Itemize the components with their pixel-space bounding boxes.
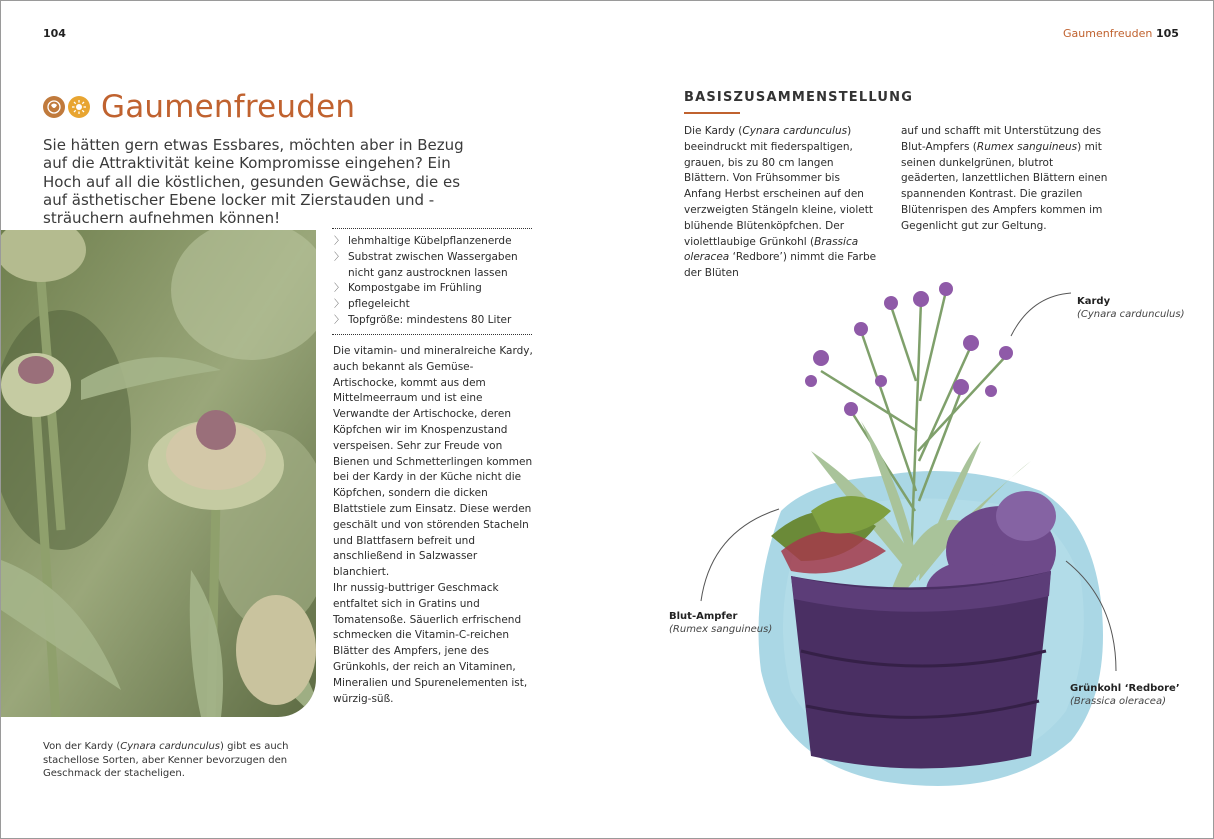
body-text-middle: Die vitamin- und mineralreiche Kardy, auch bekannt als Gemüse-Artischocke, kommt aus dem Mittelmeerraum und ist eine Verwandte der Artischocke, deren Köpfchen wir im Knospenzustand verspeisen. Sehr zur Freude von Bienen und Schmetterlingen kommen bei der Kardy in der Küche nicht die Köpfchen, sondern die dicken Blattstiele zum Einsatz. Diese werden geschält und von störenden Stacheln und Blattfasern befreit und anschließend in Salzwasser blanchiert. Ihr nussig-buttriger Geschmack entfaltet sich in Gratins und Tomatensoße. Säuerlich erfrischend schmecken die Vitamin-C-reichen Blätter des Ampfers, jene des Grünkohls, der reich an Vitaminen, Mineralien und Spurenelementen ist, würzig-süß. — [333, 345, 533, 705]
chevron-right-icon: 〉 — [334, 236, 344, 247]
list-item: 〉 Substrat zwischen Wassergaben nicht ganz austrocknen lassen — [334, 250, 518, 279]
page-number-right: 105 — [1156, 27, 1179, 40]
running-head: Gaumenfreuden — [1063, 27, 1153, 40]
label-kardy: Kardy (Cynara cardunculus) — [1077, 296, 1185, 320]
sun-icon — [68, 96, 90, 118]
list-item: 〉 lehmhaltige Kübelpflanzenerde — [332, 234, 532, 250]
list-item: 〉 pflegeleicht — [332, 297, 532, 313]
body-text-column-2: auf und schafft mit Unterstützung des Blut-Ampfers (Rumex sanguineus) mit seinen dunkelgrünen, blutrot geäderten, lanzettlichen Blättern einen spannenden Kontrast. Die grazilen Blütenrispen des Ampfers kommen im Gegenlicht gut zur Geltung. — [901, 125, 1108, 232]
chevron-right-icon: 〉 — [334, 283, 344, 295]
title-row — [43, 89, 355, 125]
chevron-right-icon: 〉 — [334, 299, 344, 311]
planter-illustration — [661, 261, 1201, 801]
artichoke-photo — [1, 230, 316, 717]
care-list — [332, 228, 532, 335]
photo-caption: Von der Kardy (Cynara cardunculus) gibt es auch stachellose Sorten, aber Kenner bevorzugen den Geschmack der stacheligen. — [43, 741, 289, 779]
body-text-column-1: Die Kardy (Cynara cardunculus) beeindruckt mit fiederspaltigen, grauen, bis zu 80 cm langen Blättern. Von Frühsommer bis Anfang Herbst erscheinen auf den verzweigten Stängeln kleine, violett blühende Blütenköpfchen. Der violettlaubige Grünkohl (Brassica oleracea ‘Redbore’) nimmt die Farbe der Blüten — [684, 125, 877, 280]
chevron-right-icon: 〉 — [334, 251, 344, 263]
intro-text: Sie hätten gern etwas Essbares, möchten aber in Bezug auf die Attraktivität keine Kompromisse eingehen? Ein Hoch auf all die köstlichen, gesunden Gewächse, die es auf ästhetischer Ebene locker mit Zierstauden und -sträuchern aufnehmen können! — [43, 136, 464, 228]
label-gruenkohl: Grünkohl ‘Redbore’ (Brassica oleracea) — [1070, 683, 1180, 707]
label-blut-ampfer: Blut-Ampfer (Rumex sanguineus) — [669, 611, 773, 635]
list-item: 〉 Kompostgabe im Frühling — [332, 281, 532, 297]
section-heading: BASISZUSAMMENSTELLUNG — [684, 90, 914, 105]
section-rule — [684, 112, 740, 114]
vegetable-icon — [43, 96, 65, 118]
chevron-right-icon: 〉 — [334, 314, 344, 326]
page-title: Gaumenfreuden — [101, 89, 356, 125]
page-number-left: 104 — [43, 27, 66, 40]
list-item: 〉 Topfgröße: mindestens 80 Liter — [332, 313, 532, 329]
